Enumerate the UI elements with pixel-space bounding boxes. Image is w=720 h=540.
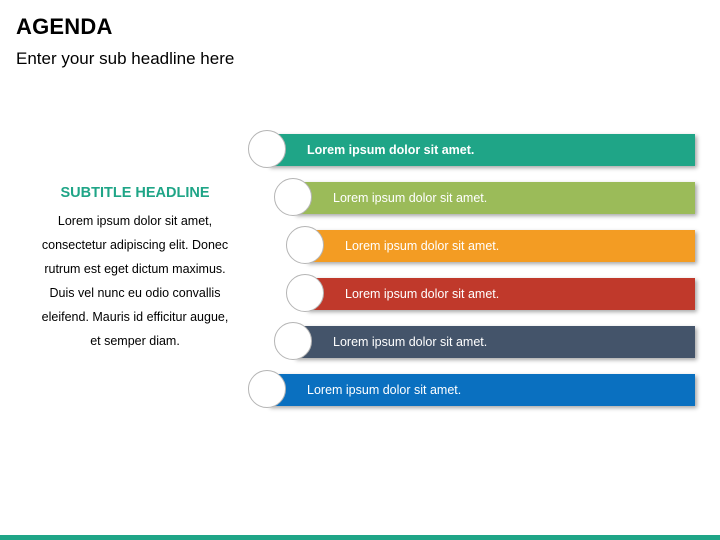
- agenda-label-2: Lorem ipsum dolor sit amet.: [333, 191, 488, 205]
- agenda-circle-5: [274, 322, 312, 360]
- agenda-item-3: [286, 230, 695, 262]
- body-line: consectetur adipiscing elit. Donec: [41, 238, 229, 252]
- body-line: et semper diam.: [90, 334, 180, 348]
- agenda-item-2: [274, 182, 695, 214]
- agenda-circle-2: [274, 178, 312, 216]
- subtitle-headline: SUBTITLE HEADLINE: [60, 185, 210, 201]
- body-line: Duis vel nunc eu odio convallis: [49, 286, 221, 300]
- agenda-label-5: Lorem ipsum dolor sit amet.: [333, 335, 488, 349]
- page-title: AGENDA: [16, 14, 113, 39]
- agenda-item-6: [248, 374, 695, 406]
- agenda-label-3: Lorem ipsum dolor sit amet.: [345, 239, 500, 253]
- body-line: Lorem ipsum dolor sit amet,: [57, 214, 213, 228]
- agenda-circle-3: [286, 226, 324, 264]
- agenda-item-1: [248, 134, 695, 166]
- agenda-circle-1: [248, 130, 286, 168]
- agenda-label-6: Lorem ipsum dolor sit amet.: [307, 383, 462, 397]
- subtitle-block: [30, 185, 240, 353]
- footer-accent-line: [0, 535, 720, 540]
- agenda-circle-6: [248, 370, 286, 408]
- subtitle-body: [30, 209, 240, 353]
- page-subtitle: Enter your sub headline here: [16, 49, 235, 68]
- body-line: eleifend. Mauris id efficitur augue,: [41, 310, 229, 324]
- agenda-circle-4: [286, 274, 324, 312]
- agenda-label-1: Lorem ipsum dolor sit amet.: [307, 143, 475, 157]
- body-line: rutrum est eget dictum maximus.: [44, 262, 226, 276]
- agenda-item-4: [286, 278, 695, 310]
- agenda-label-4: Lorem ipsum dolor sit amet.: [345, 287, 500, 301]
- agenda-item-5: [274, 326, 695, 358]
